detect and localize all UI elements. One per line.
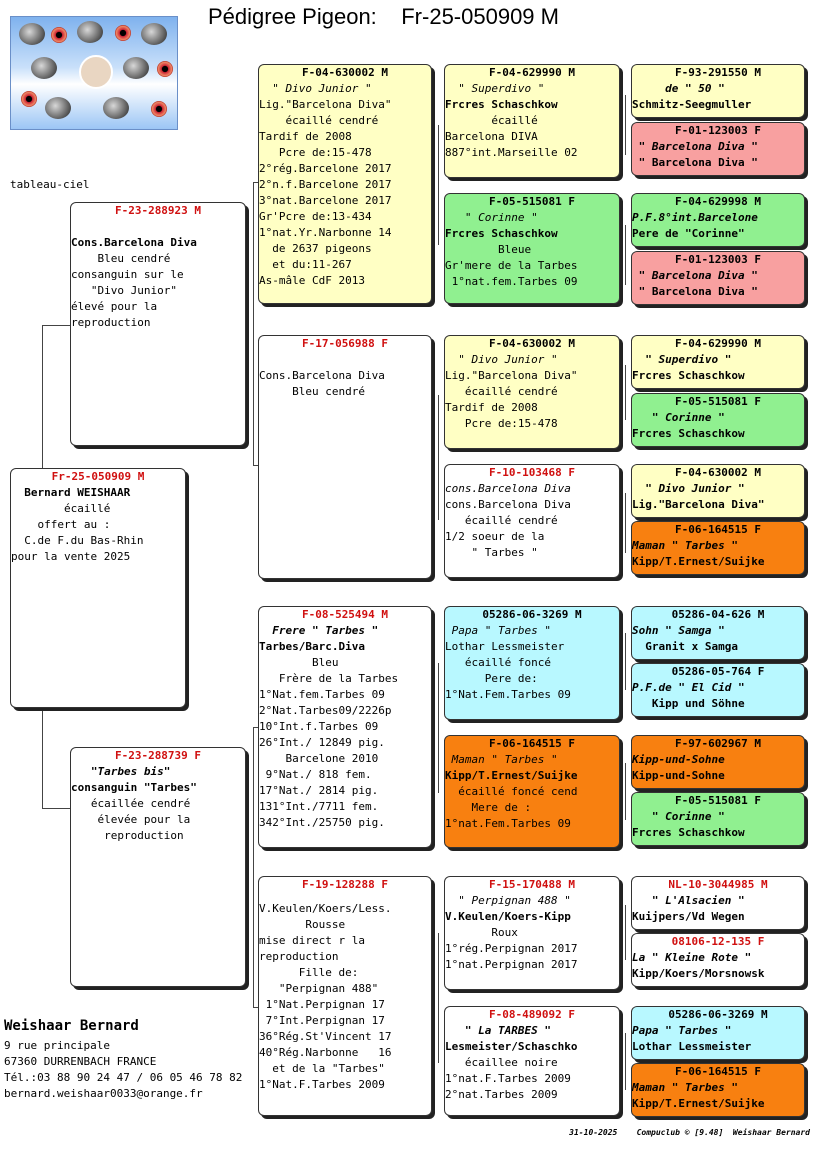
card-text: 1°Nat.Perpignan 17 xyxy=(259,998,385,1011)
connector xyxy=(625,493,626,553)
ring-number: F-10-103468 F xyxy=(488,466,576,479)
card-text: 9°Nat./ 818 fem. xyxy=(259,768,372,781)
card-text: 36°Rég.St'Vincent 17 xyxy=(259,1030,392,1043)
card-text: Granit x Samga xyxy=(632,640,738,653)
connector xyxy=(42,708,43,808)
ring-number: 05286-06-3269 M xyxy=(668,1008,768,1021)
ring-number: F-04-629990 M xyxy=(674,337,762,350)
ring-number: F-04-630002 M xyxy=(488,337,576,350)
card-text: Lig."Barcelona Diva" xyxy=(259,98,392,111)
ring-number: F-04-629990 M xyxy=(488,66,576,79)
ring-number: F-05-515081 F xyxy=(674,395,762,408)
card-text: 26°Int./ 12849 pig. xyxy=(259,736,385,749)
card-text: Bleue xyxy=(445,243,532,256)
pedigree-card-g12[interactable] xyxy=(631,792,805,846)
ring-number: F-05-515081 F xyxy=(488,195,576,208)
card-text: Maman " Tarbes " xyxy=(445,753,558,766)
card-text: " Corinne " xyxy=(632,411,725,424)
ring-number: F-08-525494 M xyxy=(301,608,389,621)
card-text: consanguin sur le xyxy=(71,268,184,281)
card-text: Frcres Schaschkow xyxy=(445,227,558,240)
pigeon-collage-logo xyxy=(10,16,178,130)
card-text: Lesmeister/Schaschko xyxy=(445,1040,578,1053)
pedigree-card-g1[interactable] xyxy=(631,64,805,118)
card-text: et de la "Tarbes" xyxy=(259,1062,385,1075)
card-text: Bernard WEISHAAR xyxy=(11,486,131,499)
pedigree-card-g14[interactable] xyxy=(631,933,805,987)
card-text: Bleu cendré xyxy=(259,385,365,398)
pedigree-card-sss[interactable] xyxy=(444,64,620,178)
card-text: Kipp/T.Ernest/Suijke xyxy=(445,769,578,782)
ring-number: F-01-123003 F xyxy=(674,253,762,266)
card-text: V.Keulen/Koers-Kipp xyxy=(445,910,571,923)
card-text: reproduction xyxy=(71,829,184,842)
card-text: Lig."Barcelona Diva" xyxy=(445,369,578,382)
card-text: écaillé foncé xyxy=(445,656,551,669)
card-text: écaillé cendré xyxy=(445,514,558,527)
ring-number: F-06-164515 F xyxy=(674,1065,762,1078)
card-text: 1°Nat.Fem.Tarbes 09 xyxy=(445,688,571,701)
owner-info xyxy=(4,1018,242,1102)
connector xyxy=(438,933,439,1063)
owner-name: Weishaar Bernard xyxy=(4,1018,139,1034)
card-text: Roux xyxy=(445,926,518,939)
card-text: C.de F.du Bas-Rhin xyxy=(11,534,144,547)
card-text: 1°nat.Fem.Tarbes 09 xyxy=(445,817,571,830)
card-text: "Divo Junior" xyxy=(71,284,177,297)
pedigree-card-subject[interactable] xyxy=(10,468,186,708)
card-text: élevée pour la xyxy=(71,813,191,826)
card-text: 3°nat.Barcelone 2017 xyxy=(259,194,392,207)
card-text: Kipp/T.Ernest/Suijke xyxy=(632,555,765,568)
card-text: 10°Int.f.Tarbes 09 xyxy=(259,720,379,733)
card-text: " Barcelona Diva " xyxy=(632,140,758,153)
pedigree-card-sd[interactable] xyxy=(258,335,432,579)
ring-number: F-04-629998 M xyxy=(674,195,762,208)
connector xyxy=(625,905,626,960)
card-text: La " Kleine Rote " xyxy=(632,951,752,964)
pedigree-card-sdd[interactable] xyxy=(444,464,620,578)
owner-phone: Tél.:03 88 90 24 47 / 06 05 46 78 82 xyxy=(4,1071,243,1084)
pedigree-card-sire[interactable] xyxy=(70,202,246,446)
connector xyxy=(438,663,439,793)
caption: tableau-ciel xyxy=(10,178,90,191)
pedigree-card-g9[interactable] xyxy=(631,606,805,660)
pedigree-card-dsd[interactable] xyxy=(444,735,620,848)
connector xyxy=(625,95,626,155)
pedigree-card-g15[interactable] xyxy=(631,1006,805,1060)
connector xyxy=(625,1033,626,1090)
owner-address: 9 rue principale xyxy=(4,1039,110,1052)
pedigree-card-dds[interactable] xyxy=(444,876,620,990)
ring-number: F-06-164515 F xyxy=(674,523,762,536)
pedigree-card-ssd[interactable] xyxy=(444,193,620,304)
card-text: Tardif de 2008 xyxy=(259,130,352,143)
ring-number: 05286-06-3269 M xyxy=(482,608,582,621)
card-text: 131°Int./7711 fem. xyxy=(259,800,379,813)
card-text: " Superdivo " xyxy=(445,82,545,95)
card-text: 1°Nat.F.Tarbes 2009 xyxy=(259,1078,385,1091)
card-text: Tarbes/Barc.Diva xyxy=(259,640,365,653)
card-text: cons.Barcelona Diva xyxy=(445,482,571,495)
card-text: offert au : xyxy=(11,518,111,531)
card-text: Lothar Lessmeister xyxy=(632,1040,752,1053)
card-text: Pere de "Corinne" xyxy=(632,227,745,240)
card-text: "Tarbes bis" xyxy=(71,765,171,778)
card-text: P.F.de " El Cid " xyxy=(632,681,745,694)
card-text: Pcre de:15-478 xyxy=(445,417,558,430)
card-text: écaillé xyxy=(445,114,538,127)
card-text: " L'Alsacien " xyxy=(632,894,745,907)
card-text: 887°int.Marseille 02 xyxy=(445,146,578,159)
card-text: mise direct r la xyxy=(259,934,365,947)
card-text: Papa " Tarbes " xyxy=(445,624,551,637)
pedigree-card-g6[interactable] xyxy=(631,393,805,447)
card-text: Schmitz-Seegmuller xyxy=(632,98,752,111)
pedigree-card-sds[interactable] xyxy=(444,335,620,449)
card-text: reproduction xyxy=(259,950,339,963)
card-text: Mere de : xyxy=(445,801,532,814)
card-text: Cons.Barcelona Diva xyxy=(71,236,197,249)
card-text: 1°rég.Perpignan 2017 xyxy=(445,942,578,955)
pedigree-card-dss[interactable] xyxy=(444,606,620,720)
pedigree-card-g7[interactable] xyxy=(631,464,805,518)
card-text: Kipp und Söhne xyxy=(632,697,745,710)
card-text: Rousse xyxy=(259,918,346,931)
card-text: Bleu cendré xyxy=(71,252,171,265)
card-text: Lig."Barcelona Diva" xyxy=(632,498,765,511)
pedigree-card-g8[interactable] xyxy=(631,521,805,575)
connector xyxy=(438,125,439,245)
card-text: Barcelona DIVA xyxy=(445,130,538,143)
card-text: 1°Nat.fem.Tarbes 09 xyxy=(259,688,385,701)
card-text: 2°Nat.Tarbes09/2226p xyxy=(259,704,392,717)
ring-number: 08106-12-135 F xyxy=(671,935,765,948)
pedigree-card-ss[interactable] xyxy=(258,64,432,304)
ring-number: F-19-128288 F xyxy=(301,878,389,891)
card-text: Pere de: xyxy=(445,672,538,685)
card-text: Frcres Schaschkow xyxy=(632,369,745,382)
card-text: 1°nat.Yr.Narbonne 14 xyxy=(259,226,392,239)
footer-credit: 31-10-2025 Compuclub © [9.48] Weishaar Bernard xyxy=(569,1128,810,1137)
card-text: pour la vente 2025 xyxy=(11,550,131,563)
card-text: " Corinne " xyxy=(445,211,538,224)
card-text: As-mâle CdF 2013 xyxy=(259,274,365,287)
card-text: Kipp-und-Sohne xyxy=(632,769,725,782)
card-text: écaillé xyxy=(11,502,111,515)
card-text: élevé pour la xyxy=(71,300,158,313)
pedigree-card-g4[interactable] xyxy=(631,251,805,305)
connector xyxy=(625,365,626,420)
card-text: Fille de: xyxy=(259,966,359,979)
pedigree-card-dam[interactable] xyxy=(70,747,246,987)
ring-number: 05286-05-764 F xyxy=(671,665,765,678)
card-text: 40°Rég.Narbonne 16 xyxy=(259,1046,392,1059)
card-text: écaillee noire xyxy=(445,1056,558,1069)
ring-number: F-04-630002 M xyxy=(674,466,762,479)
card-text: 2°rég.Barcelone 2017 xyxy=(259,162,392,175)
owner-city: 67360 DURRENBACH FRANCE xyxy=(4,1055,157,1068)
card-text: 7°Int.Perpignan 17 xyxy=(259,1014,385,1027)
card-text: Cons.Barcelona Diva xyxy=(259,369,385,382)
card-text: " Barcelona Diva " xyxy=(632,285,758,298)
connector xyxy=(438,395,439,520)
card-text: 1°nat.fem.Tarbes 09 xyxy=(445,275,578,288)
card-text: " Barcelona Diva " xyxy=(632,156,758,169)
card-text: Lothar Lessmeister xyxy=(445,640,565,653)
pedigree-card-g16[interactable] xyxy=(631,1063,805,1117)
connector xyxy=(625,225,626,285)
ring-number: NL-10-3044985 M xyxy=(668,878,768,891)
ring-number: F-08-489092 F xyxy=(488,1008,576,1021)
card-text: écaillé cendré xyxy=(259,114,379,127)
card-text: Kipp-und-Sohne xyxy=(632,753,725,766)
card-text: Sohn " Samga " xyxy=(632,624,725,637)
card-text: Kipp/T.Ernest/Suijke xyxy=(632,1097,765,1110)
card-text: écaillé cendré xyxy=(445,385,558,398)
ring-number: F-93-291550 M xyxy=(674,66,762,79)
ring-number: F-23-288739 F xyxy=(114,749,202,762)
pedigree-card-g13[interactable] xyxy=(631,876,805,930)
card-text: P.F.8°int.Barcelone xyxy=(632,211,758,224)
ring-number: 05286-04-626 M xyxy=(671,608,765,621)
ring-number: F-23-288923 M xyxy=(114,204,202,217)
card-text: et du:11-267 xyxy=(259,258,352,271)
card-text: Bleu xyxy=(259,656,339,669)
card-text: " Divo Junior " xyxy=(632,482,745,495)
ring-number: F-06-164515 F xyxy=(488,737,576,750)
connector xyxy=(253,182,254,465)
card-text: V.Keulen/Koers/Less. xyxy=(259,902,392,915)
pedigree-card-ddd[interactable] xyxy=(444,1006,620,1116)
page-title: Pédigree Pigeon: Fr-25-050909 M xyxy=(208,4,559,29)
card-text: de " 50 " xyxy=(632,82,725,95)
connector xyxy=(42,808,70,809)
pedigree-card-g11[interactable] xyxy=(631,735,805,789)
pedigree-card-dd[interactable] xyxy=(258,876,432,1116)
card-text: consanguin "Tarbes" xyxy=(71,781,197,794)
ring-number: F-15-170488 M xyxy=(488,878,576,891)
ring-number: F-04-630002 M xyxy=(301,66,389,79)
card-text: cons.Barcelona Diva xyxy=(445,498,571,511)
pedigree-card-g3[interactable] xyxy=(631,193,805,247)
card-text: reproduction xyxy=(71,316,151,329)
card-text: " Divo Junior " xyxy=(445,353,558,366)
card-text: " Divo Junior " xyxy=(259,82,372,95)
card-text: " Perpignan 488 " xyxy=(445,894,571,907)
card-text: 2°n.f.Barcelone 2017 xyxy=(259,178,392,191)
card-text: " Corinne " xyxy=(632,810,725,823)
connector xyxy=(625,763,626,820)
ring-number: F-05-515081 F xyxy=(674,794,762,807)
card-text: 1°nat.F.Tarbes 2009 xyxy=(445,1072,571,1085)
card-text: 1°nat.Perpignan 2017 xyxy=(445,958,578,971)
card-text: Kuijpers/Vd Wegen xyxy=(632,910,745,923)
card-text: 1/2 soeur de la xyxy=(445,530,545,543)
card-text: Gr'mere de la Tarbes xyxy=(445,259,578,272)
ring-number: Fr-25-050909 M xyxy=(51,470,145,483)
connector xyxy=(253,727,254,1007)
card-text: Papa " Tarbes " xyxy=(632,1024,732,1037)
card-text: Kipp/Koers/Morsnowsk xyxy=(632,967,765,980)
card-text: "Perpignan 488" xyxy=(259,982,379,995)
card-text: Frcres Schaschkow xyxy=(632,427,745,440)
card-text: " Barcelona Diva " xyxy=(632,269,758,282)
connector xyxy=(42,325,43,468)
card-text: " La TARBES " xyxy=(445,1024,551,1037)
pedigree-card-ds[interactable] xyxy=(258,606,432,848)
card-text: Maman " Tarbes " xyxy=(632,1081,738,1094)
pedigree-card-g2[interactable] xyxy=(631,122,805,176)
pedigree-card-g10[interactable] xyxy=(631,663,805,717)
card-text: Frcres Schaschkow xyxy=(632,826,745,839)
card-text: écaillée cendré xyxy=(71,797,191,810)
card-text: Gr'Pcre de:13-434 xyxy=(259,210,372,223)
card-text: " Tarbes " xyxy=(445,546,538,559)
ring-number: F-97-602967 M xyxy=(674,737,762,750)
connector xyxy=(42,325,70,326)
card-text: 17°Nat./ 2814 pig. xyxy=(259,784,379,797)
card-text: Frere " Tarbes " xyxy=(259,624,379,637)
card-text: Tardif de 2008 xyxy=(445,401,538,414)
pedigree-card-g5[interactable] xyxy=(631,335,805,389)
card-text: écaillé foncé cend xyxy=(445,785,578,798)
card-text: 2°nat.Tarbes 2009 xyxy=(445,1088,558,1101)
card-text: Barcelone 2010 xyxy=(259,752,379,765)
ring-number: F-01-123003 F xyxy=(674,124,762,137)
ring-number: F-17-056988 F xyxy=(301,337,389,350)
card-text: " Superdivo " xyxy=(632,353,732,366)
card-text: Frère de la Tarbes xyxy=(259,672,399,685)
card-text: Frcres Schaschkow xyxy=(445,98,558,111)
connector xyxy=(625,633,626,690)
card-text: 342°Int./25750 pig. xyxy=(259,816,385,829)
card-text: Pcre de:15-478 xyxy=(259,146,372,159)
owner-email[interactable]: bernard.weishaar0033@orange.fr xyxy=(4,1087,203,1100)
card-text: Maman " Tarbes " xyxy=(632,539,738,552)
card-text: de 2637 pigeons xyxy=(259,242,372,255)
